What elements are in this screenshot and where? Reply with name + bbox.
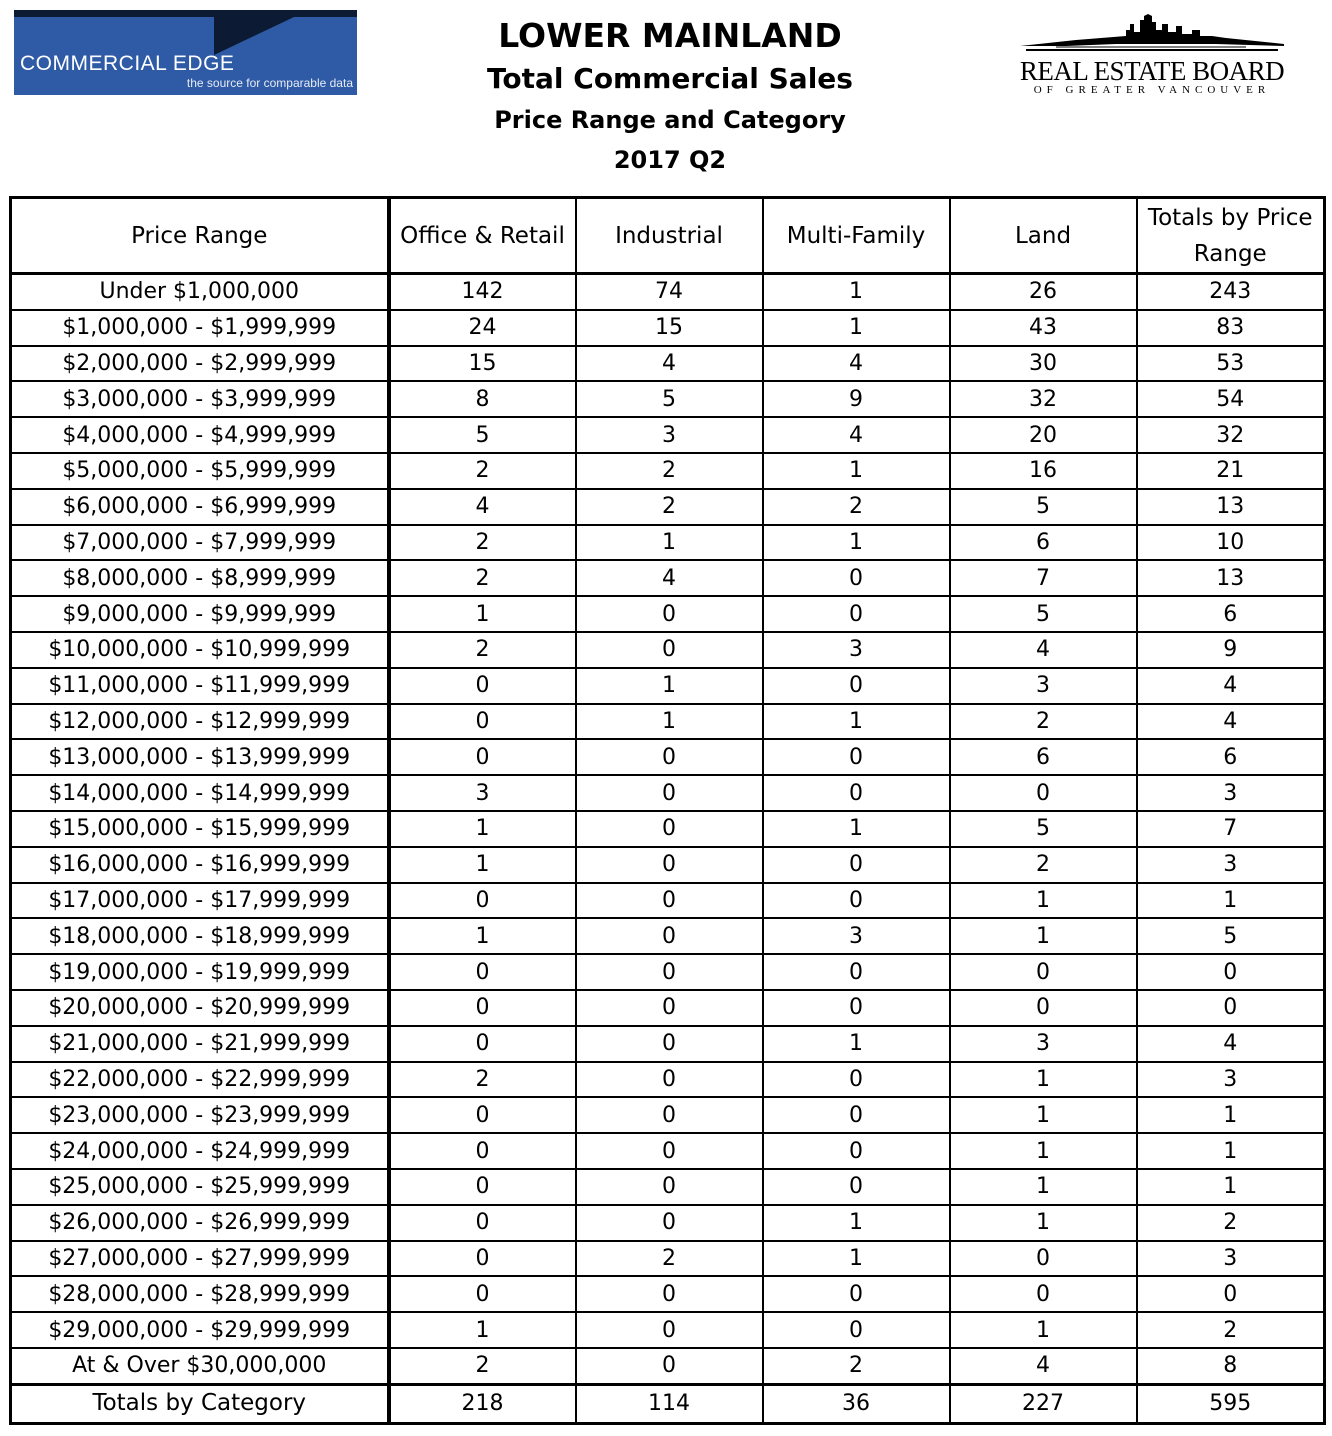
land-cell: 7 <box>950 560 1137 596</box>
logo-brand-text: COMMERCIAL EDGE <box>20 52 235 75</box>
multi-family-cell: 1 <box>763 1241 950 1277</box>
table-row <box>11 811 1325 847</box>
office-retail-cell: 0 <box>389 883 576 919</box>
table-row <box>11 525 1325 561</box>
industrial-cell: 1 <box>576 704 763 740</box>
land-cell: 20 <box>950 417 1137 453</box>
industrial-cell: 0 <box>576 775 763 811</box>
price-range-cell: $25,000,000 - $25,999,999 <box>11 1169 389 1205</box>
table-row <box>11 1276 1325 1312</box>
industrial-cell: 5 <box>576 381 763 417</box>
office-retail-cell: 1 <box>389 918 576 954</box>
industrial-cell: 0 <box>576 596 763 632</box>
row-total-cell: 6 <box>1137 739 1325 775</box>
logo-top-bar <box>14 10 357 17</box>
multi-family-cell: 4 <box>763 417 950 453</box>
header-land: Land <box>950 198 1137 274</box>
row-total-cell: 8 <box>1137 1348 1325 1384</box>
multi-family-cell: 0 <box>763 739 950 775</box>
industrial-cell: 0 <box>576 1348 763 1384</box>
row-total-cell: 53 <box>1137 346 1325 382</box>
office-retail-cell: 4 <box>389 489 576 525</box>
table-row <box>11 1169 1325 1205</box>
land-cell: 1 <box>950 1133 1137 1169</box>
table-row <box>11 489 1325 525</box>
office-retail-cell: 142 <box>389 274 576 310</box>
price-range-cell: $21,000,000 - $21,999,999 <box>11 1026 389 1062</box>
land-cell: 2 <box>950 704 1137 740</box>
table-row <box>11 560 1325 596</box>
row-total-cell: 243 <box>1137 274 1325 310</box>
industrial-cell: 15 <box>576 310 763 346</box>
price-range-cell: $22,000,000 - $22,999,999 <box>11 1062 389 1098</box>
office-retail-cell: 0 <box>389 1169 576 1205</box>
land-cell: 4 <box>950 632 1137 668</box>
industrial-cell: 2 <box>576 1241 763 1277</box>
land-cell: 3 <box>950 1026 1137 1062</box>
price-range-cell: $14,000,000 - $14,999,999 <box>11 775 389 811</box>
price-range-cell: $2,000,000 - $2,999,999 <box>11 346 389 382</box>
industrial-cell: 0 <box>576 954 763 990</box>
total-land: 227 <box>950 1384 1137 1423</box>
price-range-cell: $17,000,000 - $17,999,999 <box>11 883 389 919</box>
row-total-cell: 6 <box>1137 596 1325 632</box>
table-row <box>11 346 1325 382</box>
office-retail-cell: 0 <box>389 668 576 704</box>
price-range-cell: $18,000,000 - $18,999,999 <box>11 918 389 954</box>
row-total-cell: 32 <box>1137 417 1325 453</box>
row-total-cell: 0 <box>1137 990 1325 1026</box>
multi-family-cell: 1 <box>763 811 950 847</box>
industrial-cell: 0 <box>576 1312 763 1348</box>
row-total-cell: 7 <box>1137 811 1325 847</box>
price-range-cell: $29,000,000 - $29,999,999 <box>11 1312 389 1348</box>
industrial-cell: 2 <box>576 489 763 525</box>
row-total-cell: 0 <box>1137 954 1325 990</box>
totals-label: Totals by Category <box>11 1384 389 1423</box>
header-multi-family: Multi-Family <box>763 198 950 274</box>
multi-family-cell: 1 <box>763 525 950 561</box>
report-period: 2017 Q2 <box>613 146 727 174</box>
industrial-cell: 4 <box>576 346 763 382</box>
office-retail-cell: 1 <box>389 1312 576 1348</box>
price-range-cell: Under $1,000,000 <box>11 274 389 310</box>
table-row <box>11 775 1325 811</box>
multi-family-cell: 3 <box>763 918 950 954</box>
land-cell: 0 <box>950 1241 1137 1277</box>
totals-row <box>11 1384 1325 1423</box>
row-total-cell: 5 <box>1137 918 1325 954</box>
header-totals-by-price-range: Totals by Price Range <box>1137 198 1325 274</box>
city-skyline-icon <box>1016 10 1288 58</box>
row-total-cell: 4 <box>1137 1026 1325 1062</box>
office-retail-cell: 0 <box>389 954 576 990</box>
price-range-cell: $24,000,000 - $24,999,999 <box>11 1133 389 1169</box>
land-cell: 1 <box>950 883 1137 919</box>
price-range-cell: $12,000,000 - $12,999,999 <box>11 704 389 740</box>
office-retail-cell: 0 <box>389 1241 576 1277</box>
multi-family-cell: 0 <box>763 847 950 883</box>
office-retail-cell: 15 <box>389 346 576 382</box>
multi-family-cell: 1 <box>763 1026 950 1062</box>
industrial-cell: 4 <box>576 560 763 596</box>
row-total-cell: 10 <box>1137 525 1325 561</box>
table-row <box>11 1312 1325 1348</box>
industrial-cell: 2 <box>576 453 763 489</box>
price-range-cell: $10,000,000 - $10,999,999 <box>11 632 389 668</box>
industrial-cell: 0 <box>576 847 763 883</box>
price-range-cell: $15,000,000 - $15,999,999 <box>11 811 389 847</box>
multi-family-cell: 0 <box>763 883 950 919</box>
logo-tagline: the source for comparable data <box>186 76 353 90</box>
table-row <box>11 1241 1325 1277</box>
price-range-cell: $23,000,000 - $23,999,999 <box>11 1097 389 1133</box>
table-row <box>11 704 1325 740</box>
table-row <box>11 1133 1325 1169</box>
table-row <box>11 310 1325 346</box>
row-total-cell: 2 <box>1137 1205 1325 1241</box>
table-header-row <box>11 198 1325 274</box>
office-retail-cell: 2 <box>389 632 576 668</box>
multi-family-cell: 0 <box>763 1312 950 1348</box>
price-range-cell: $20,000,000 - $20,999,999 <box>11 990 389 1026</box>
land-cell: 0 <box>950 775 1137 811</box>
industrial-cell: 0 <box>576 1133 763 1169</box>
office-retail-cell: 8 <box>389 381 576 417</box>
multi-family-cell: 1 <box>763 274 950 310</box>
price-range-cell: $16,000,000 - $16,999,999 <box>11 847 389 883</box>
office-retail-cell: 0 <box>389 1133 576 1169</box>
price-range-cell: $6,000,000 - $6,999,999 <box>11 489 389 525</box>
office-retail-cell: 24 <box>389 310 576 346</box>
header-industrial: Industrial <box>576 198 763 274</box>
price-range-cell: $5,000,000 - $5,999,999 <box>11 453 389 489</box>
multi-family-cell: 0 <box>763 1097 950 1133</box>
header-price-range: Price Range <box>11 198 389 274</box>
industrial-cell: 0 <box>576 1062 763 1098</box>
multi-family-cell: 2 <box>763 1348 950 1384</box>
multi-family-cell: 0 <box>763 1062 950 1098</box>
table-row <box>11 990 1325 1026</box>
row-total-cell: 1 <box>1137 883 1325 919</box>
land-cell: 5 <box>950 811 1137 847</box>
table-row <box>11 453 1325 489</box>
logo-wedge <box>214 17 294 55</box>
multi-family-cell: 9 <box>763 381 950 417</box>
row-total-cell: 4 <box>1137 668 1325 704</box>
industrial-cell: 0 <box>576 883 763 919</box>
land-cell: 16 <box>950 453 1137 489</box>
multi-family-cell: 1 <box>763 310 950 346</box>
land-cell: 1 <box>950 1205 1137 1241</box>
office-retail-cell: 2 <box>389 453 576 489</box>
table-row <box>11 883 1325 919</box>
industrial-cell: 0 <box>576 918 763 954</box>
office-retail-cell: 0 <box>389 1205 576 1241</box>
land-cell: 1 <box>950 1169 1137 1205</box>
multi-family-cell: 0 <box>763 1169 950 1205</box>
industrial-cell: 1 <box>576 668 763 704</box>
land-cell: 43 <box>950 310 1137 346</box>
land-cell: 2 <box>950 847 1137 883</box>
office-retail-cell: 0 <box>389 739 576 775</box>
row-total-cell: 4 <box>1137 704 1325 740</box>
row-total-cell: 3 <box>1137 1241 1325 1277</box>
office-retail-cell: 1 <box>389 811 576 847</box>
land-cell: 1 <box>950 1062 1137 1098</box>
office-retail-cell: 2 <box>389 560 576 596</box>
row-total-cell: 13 <box>1137 560 1325 596</box>
office-retail-cell: 2 <box>389 1348 576 1384</box>
office-retail-cell: 5 <box>389 417 576 453</box>
multi-family-cell: 0 <box>763 775 950 811</box>
row-total-cell: 21 <box>1137 453 1325 489</box>
row-total-cell: 3 <box>1137 847 1325 883</box>
industrial-cell: 0 <box>576 1276 763 1312</box>
row-total-cell: 3 <box>1137 775 1325 811</box>
land-cell: 1 <box>950 1312 1137 1348</box>
land-cell: 0 <box>950 990 1137 1026</box>
office-retail-cell: 0 <box>389 1276 576 1312</box>
multi-family-cell: 0 <box>763 1133 950 1169</box>
industrial-cell: 0 <box>576 1205 763 1241</box>
total-multi-family: 36 <box>763 1384 950 1423</box>
office-retail-cell: 2 <box>389 1062 576 1098</box>
multi-family-cell: 0 <box>763 596 950 632</box>
land-cell: 30 <box>950 346 1137 382</box>
table-row <box>11 1205 1325 1241</box>
multi-family-cell: 1 <box>763 704 950 740</box>
table-row <box>11 739 1325 775</box>
land-cell: 1 <box>950 918 1137 954</box>
price-range-cell: $26,000,000 - $26,999,999 <box>11 1205 389 1241</box>
total-industrial: 114 <box>576 1384 763 1423</box>
price-range-cell: At & Over $30,000,000 <box>11 1348 389 1384</box>
industrial-cell: 74 <box>576 274 763 310</box>
office-retail-cell: 3 <box>389 775 576 811</box>
commercial-edge-logo <box>14 10 357 95</box>
table-row <box>11 1097 1325 1133</box>
row-total-cell: 1 <box>1137 1169 1325 1205</box>
industrial-cell: 0 <box>576 1169 763 1205</box>
multi-family-cell: 0 <box>763 560 950 596</box>
multi-family-cell: 0 <box>763 1276 950 1312</box>
table-row <box>11 596 1325 632</box>
price-range-cell: $11,000,000 - $11,999,999 <box>11 668 389 704</box>
multi-family-cell: 0 <box>763 990 950 1026</box>
land-cell: 5 <box>950 489 1137 525</box>
reb-name: REAL ESTATE BOARD <box>1019 56 1285 86</box>
land-cell: 32 <box>950 381 1137 417</box>
price-range-cell: $1,000,000 - $1,999,999 <box>11 310 389 346</box>
office-retail-cell: 0 <box>389 990 576 1026</box>
grand-total: 595 <box>1137 1384 1325 1423</box>
industrial-cell: 3 <box>576 417 763 453</box>
table-row <box>11 417 1325 453</box>
office-retail-cell: 1 <box>389 847 576 883</box>
price-range-cell: $28,000,000 - $28,999,999 <box>11 1276 389 1312</box>
report-title: LOWER MAINLAND <box>498 16 842 55</box>
land-cell: 3 <box>950 668 1137 704</box>
office-retail-cell: 0 <box>389 704 576 740</box>
industrial-cell: 0 <box>576 990 763 1026</box>
price-range-cell: $4,000,000 - $4,999,999 <box>11 417 389 453</box>
price-range-cell: $8,000,000 - $8,999,999 <box>11 560 389 596</box>
report-category-line: Price Range and Category <box>494 106 846 134</box>
row-total-cell: 1 <box>1137 1133 1325 1169</box>
report-subtitle: Total Commercial Sales <box>487 62 853 95</box>
header-office-retail: Office & Retail <box>389 198 576 274</box>
multi-family-cell: 0 <box>763 668 950 704</box>
sales-table <box>9 196 1326 1425</box>
row-total-cell: 3 <box>1137 1062 1325 1098</box>
table-row <box>11 668 1325 704</box>
price-range-cell: $3,000,000 - $3,999,999 <box>11 381 389 417</box>
price-range-cell: $13,000,000 - $13,999,999 <box>11 739 389 775</box>
land-cell: 1 <box>950 1097 1137 1133</box>
industrial-cell: 0 <box>576 1026 763 1062</box>
land-cell: 0 <box>950 1276 1137 1312</box>
land-cell: 26 <box>950 274 1137 310</box>
table-row <box>11 381 1325 417</box>
price-range-cell: $9,000,000 - $9,999,999 <box>11 596 389 632</box>
table-row <box>11 1348 1325 1384</box>
table-row <box>11 918 1325 954</box>
land-cell: 6 <box>950 525 1137 561</box>
table-row <box>11 1062 1325 1098</box>
multi-family-cell: 4 <box>763 346 950 382</box>
office-retail-cell: 0 <box>389 1097 576 1133</box>
multi-family-cell: 1 <box>763 1205 950 1241</box>
industrial-cell: 1 <box>576 525 763 561</box>
table-row <box>11 632 1325 668</box>
industrial-cell: 0 <box>576 632 763 668</box>
row-total-cell: 1 <box>1137 1097 1325 1133</box>
table-body <box>11 274 1325 1385</box>
reb-subname: OF GREATER VANCOUVER <box>1033 84 1271 96</box>
total-office-retail: 218 <box>389 1384 576 1423</box>
price-range-cell: $19,000,000 - $19,999,999 <box>11 954 389 990</box>
multi-family-cell: 0 <box>763 954 950 990</box>
row-total-cell: 13 <box>1137 489 1325 525</box>
row-total-cell: 9 <box>1137 632 1325 668</box>
industrial-cell: 0 <box>576 739 763 775</box>
row-total-cell: 54 <box>1137 381 1325 417</box>
report-header <box>340 14 1000 180</box>
table-row <box>11 954 1325 990</box>
multi-family-cell: 2 <box>763 489 950 525</box>
row-total-cell: 2 <box>1137 1312 1325 1348</box>
land-cell: 6 <box>950 739 1137 775</box>
multi-family-cell: 3 <box>763 632 950 668</box>
row-total-cell: 0 <box>1137 1276 1325 1312</box>
table-row <box>11 847 1325 883</box>
industrial-cell: 0 <box>576 811 763 847</box>
office-retail-cell: 0 <box>389 1026 576 1062</box>
office-retail-cell: 1 <box>389 596 576 632</box>
price-range-cell: $27,000,000 - $27,999,999 <box>11 1241 389 1277</box>
land-cell: 5 <box>950 596 1137 632</box>
real-estate-board-logo <box>1016 10 1288 98</box>
multi-family-cell: 1 <box>763 453 950 489</box>
table-row <box>11 1026 1325 1062</box>
table-row <box>11 274 1325 310</box>
land-cell: 4 <box>950 1348 1137 1384</box>
row-total-cell: 83 <box>1137 310 1325 346</box>
office-retail-cell: 2 <box>389 525 576 561</box>
price-range-cell: $7,000,000 - $7,999,999 <box>11 525 389 561</box>
industrial-cell: 0 <box>576 1097 763 1133</box>
land-cell: 0 <box>950 954 1137 990</box>
